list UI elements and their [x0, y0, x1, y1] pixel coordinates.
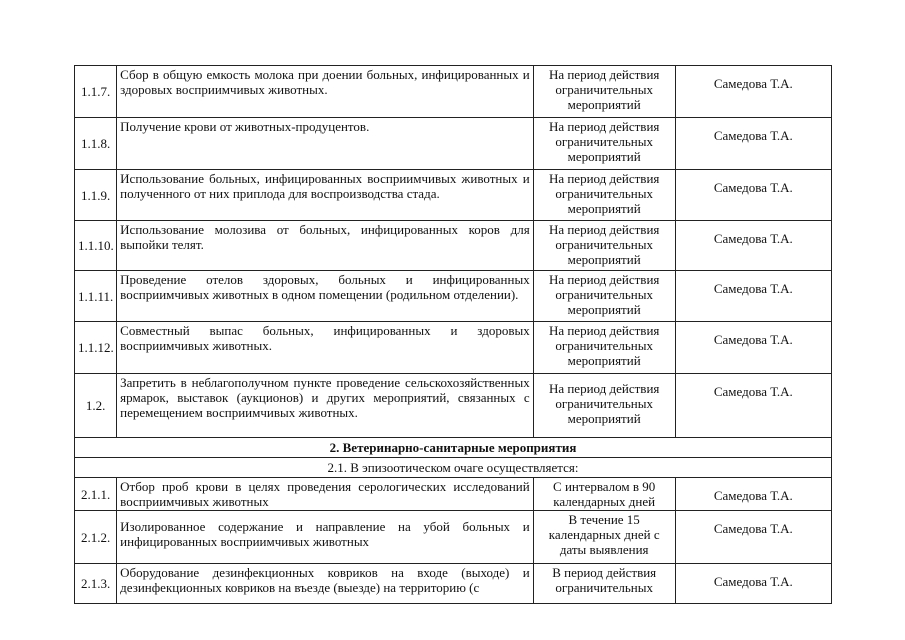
section-title: 2. Ветеринарно-санитарные мероприятия — [75, 438, 832, 458]
row-description: Использование больных, инфицированных восприимчивых животных и полученного от них приплода для воспроизводства стада. — [117, 170, 534, 221]
table-row — [75, 511, 832, 564]
measures-table — [74, 65, 832, 604]
row-responsible: Самедова Т.А. — [675, 564, 831, 604]
subsection-header-row — [75, 458, 832, 478]
row-term: На период действия ограничительных мероприятий — [533, 374, 675, 438]
row-term: На период действия ограничительных мероприятий — [533, 118, 675, 170]
row-responsible: Самедова Т.А. — [675, 66, 831, 118]
table-row — [75, 118, 832, 170]
row-responsible: Самедова Т.А. — [675, 170, 831, 221]
row-description: Отбор проб крови в целях проведения серологических исследований восприимчивых животных — [117, 478, 534, 511]
row-number: 1.1.7. — [75, 66, 117, 118]
row-description: Запретить в неблагополучном пункте проведение сельскохозяйственных ярмарок, выставок (аукционов) и других мероприятий, связанных с перемещением восприимчивых животных. — [117, 374, 534, 438]
section-header-row — [75, 438, 832, 458]
table-row — [75, 478, 832, 511]
row-number: 1.1.12. — [75, 322, 117, 374]
row-number: 1.1.10. — [75, 221, 117, 271]
row-description: Сбор в общую емкость молока при доении больных, инфицированных и здоровых восприимчивых животных. — [117, 66, 534, 118]
row-number: 2.1.1. — [75, 478, 117, 511]
row-number: 2.1.3. — [75, 564, 117, 604]
page-bottom-margin — [0, 605, 905, 640]
row-number: 1.1.8. — [75, 118, 117, 170]
row-term: В течение 15 календарных дней с даты выявления — [533, 511, 675, 564]
row-responsible: Самедова Т.А. — [675, 374, 831, 438]
row-responsible: Самедова Т.А. — [675, 511, 831, 564]
row-term: На период действия ограничительных мероприятий — [533, 221, 675, 271]
table-row — [75, 170, 832, 221]
table-row — [75, 271, 832, 322]
row-description: Получение крови от животных-продуцентов. — [117, 118, 534, 170]
row-number: 1.2. — [75, 374, 117, 438]
row-number: 1.1.9. — [75, 170, 117, 221]
row-term: С интервалом в 90 календарных дней — [533, 478, 675, 511]
table-row — [75, 564, 832, 604]
row-description: Проведение отелов здоровых, больных и инфицированных восприимчивых животных в одном помещении (родильном отделении). — [117, 271, 534, 322]
table-row — [75, 66, 832, 118]
row-responsible: Самедова Т.А. — [675, 221, 831, 271]
table-row — [75, 322, 832, 374]
table-row — [75, 374, 832, 438]
row-responsible: Самедова Т.А. — [675, 118, 831, 170]
row-term: На период действия ограничительных мероприятий — [533, 271, 675, 322]
table-row — [75, 221, 832, 271]
row-term: На период действия ограничительных мероприятий — [533, 170, 675, 221]
row-responsible: Самедова Т.А. — [675, 271, 831, 322]
row-responsible: Самедова Т.А. — [675, 478, 831, 511]
row-term: На период действия ограничительных мероприятий — [533, 322, 675, 374]
row-description: Использование молозива от больных, инфицированных коров для выпойки телят. — [117, 221, 534, 271]
row-term: На период действия ограничительных мероприятий — [533, 66, 675, 118]
row-description: Оборудование дезинфекционных ковриков на входе (выходе) и дезинфекционных ковриков на въезде (выезде) на территорию (с — [117, 564, 534, 604]
row-description: Совместный выпас больных, инфицированных и здоровых восприимчивых животных. — [117, 322, 534, 374]
row-number: 2.1.2. — [75, 511, 117, 564]
row-number: 1.1.11. — [75, 271, 117, 322]
row-description: Изолированное содержание и направление на убой больных и инфицированных восприимчивых животных — [117, 511, 534, 564]
row-term: В период действия ограничительных — [533, 564, 675, 604]
subsection-title: 2.1. В эпизоотическом очаге осуществляется: — [75, 458, 832, 478]
row-responsible: Самедова Т.А. — [675, 322, 831, 374]
